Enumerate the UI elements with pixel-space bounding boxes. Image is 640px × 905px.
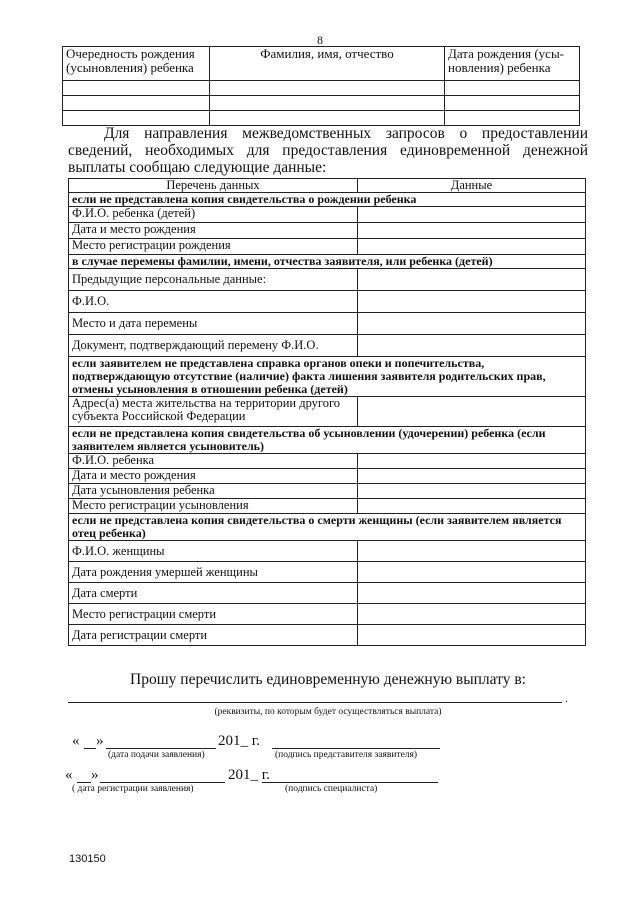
children-table [62,46,580,126]
month-field[interactable] [106,748,216,749]
row-label: Дата и место рождения [69,223,358,239]
payment-request: Прошу перечислить единовременную денежную выплату в: [130,671,526,688]
value-cell[interactable] [358,313,586,335]
row-label: Дата усыновления ребенка [69,484,358,499]
section-title: если не представлена копия свидетельства об усыновлении (удочерении) ребенка (если заявителем является усыновитель) [69,427,586,454]
value-cell[interactable] [358,291,586,313]
row-label: Дата регистрации смерти [69,625,358,646]
table-cell[interactable] [445,111,580,126]
quote-open: « [65,767,73,783]
section-title: если заявителем не представлена справка органов опеки и попечительства, подтверждающую отсутствие (наличие) факта лишения заявителя родительских прав, отмены усыновления в отношении ребенка (детей) [69,357,586,397]
payment-details-line[interactable] [68,702,562,703]
col-header-birthdate: Дата рождения (усы-новления) ребенка [445,47,580,81]
section-title: если не представлена копия свидетельства о смерти женщины (если заявителем является отец ребенка) [69,514,586,541]
table-row[interactable] [63,96,580,111]
value-cell[interactable] [358,484,586,499]
year-label: 201_ г. [228,767,270,783]
row-label: Место регистрации рождения [69,239,358,255]
value-cell[interactable] [358,269,586,291]
trailing-dot: . [565,691,568,705]
table-cell[interactable] [63,96,210,111]
value-cell[interactable] [358,499,586,514]
col-header-order: Очередность рождения (усыновления) ребенка [63,47,210,81]
table-cell[interactable] [445,96,580,111]
value-cell[interactable] [358,562,586,583]
row-label: Место регистрации усыновления [69,499,358,514]
value-cell[interactable] [358,335,586,357]
value-cell[interactable] [358,207,586,223]
row-label: Предыдущие персональные данные: [69,269,358,291]
col-header-data: Данные [358,179,586,193]
row-label: Ф.И.О. ребенка [69,454,358,469]
value-cell[interactable] [358,223,586,239]
day-field[interactable] [84,748,96,749]
value-cell[interactable] [358,397,586,427]
value-cell[interactable] [358,469,586,484]
row-label: Место регистрации смерти [69,604,358,625]
quote-close: » [91,767,99,783]
col-header-list: Перечень данных [69,179,358,193]
page-number: 8 [317,33,323,47]
form-code: 130150 [69,853,106,865]
signature-caption: (подпись специалиста) [285,784,378,794]
table-cell[interactable] [210,81,445,96]
value-cell[interactable] [358,454,586,469]
value-cell[interactable] [358,604,586,625]
year-label: 201_ г. [218,733,260,749]
row-label: Дата и место рождения [69,469,358,484]
intro-paragraph: Для направления межведомственных запросов о предоставлении сведений, необходимых для предоставления единовременной денежной выплаты сообщаю следующие данные: [68,125,588,176]
table-cell[interactable] [63,111,210,126]
row-label: Документ, подтверждающий перемену Ф.И.О. [69,335,358,357]
quote-open: « [72,733,80,749]
quote-close: » [96,733,104,749]
row-label: Ф.И.О. ребенка (детей) [69,207,358,223]
day-field[interactable] [77,782,91,783]
section-title: если не представлена копия свидетельства о рождении ребенка [69,193,586,207]
row-label: Ф.И.О. [69,291,358,313]
value-cell[interactable] [358,583,586,604]
row-label: Дата смерти [69,583,358,604]
month-field[interactable] [100,782,225,783]
value-cell[interactable] [358,541,586,562]
col-header-fio: Фамилия, имя, отчество [210,47,445,81]
table-row[interactable] [63,81,580,96]
row-label: Ф.И.О. женщины [69,541,358,562]
payment-caption: (реквизиты, по которым будет осуществляться выплата) [214,707,442,717]
value-cell[interactable] [358,239,586,255]
signature-field[interactable] [262,782,438,783]
table-cell[interactable] [445,81,580,96]
table-cell[interactable] [210,96,445,111]
date-caption: (дата подачи заявления) [108,750,205,760]
signature-caption: (подпись представителя заявителя) [275,750,418,760]
table-row[interactable] [63,111,580,126]
date-caption: ( дата регистрации заявления) [72,784,194,794]
table-cell[interactable] [63,81,210,96]
section-title: в случае перемены фамилии, имени, отчества заявителя, или ребенка (детей) [69,255,586,269]
value-cell[interactable] [358,625,586,646]
row-label: Дата рождения умершей женщины [69,562,358,583]
row-label: Адрес(а) места жительства на территории другого субъекта Российской Федерации [69,397,358,427]
row-label: Место и дата перемены [69,313,358,335]
table-cell[interactable] [210,111,445,126]
data-table [68,178,586,646]
signature-field[interactable] [272,748,440,749]
